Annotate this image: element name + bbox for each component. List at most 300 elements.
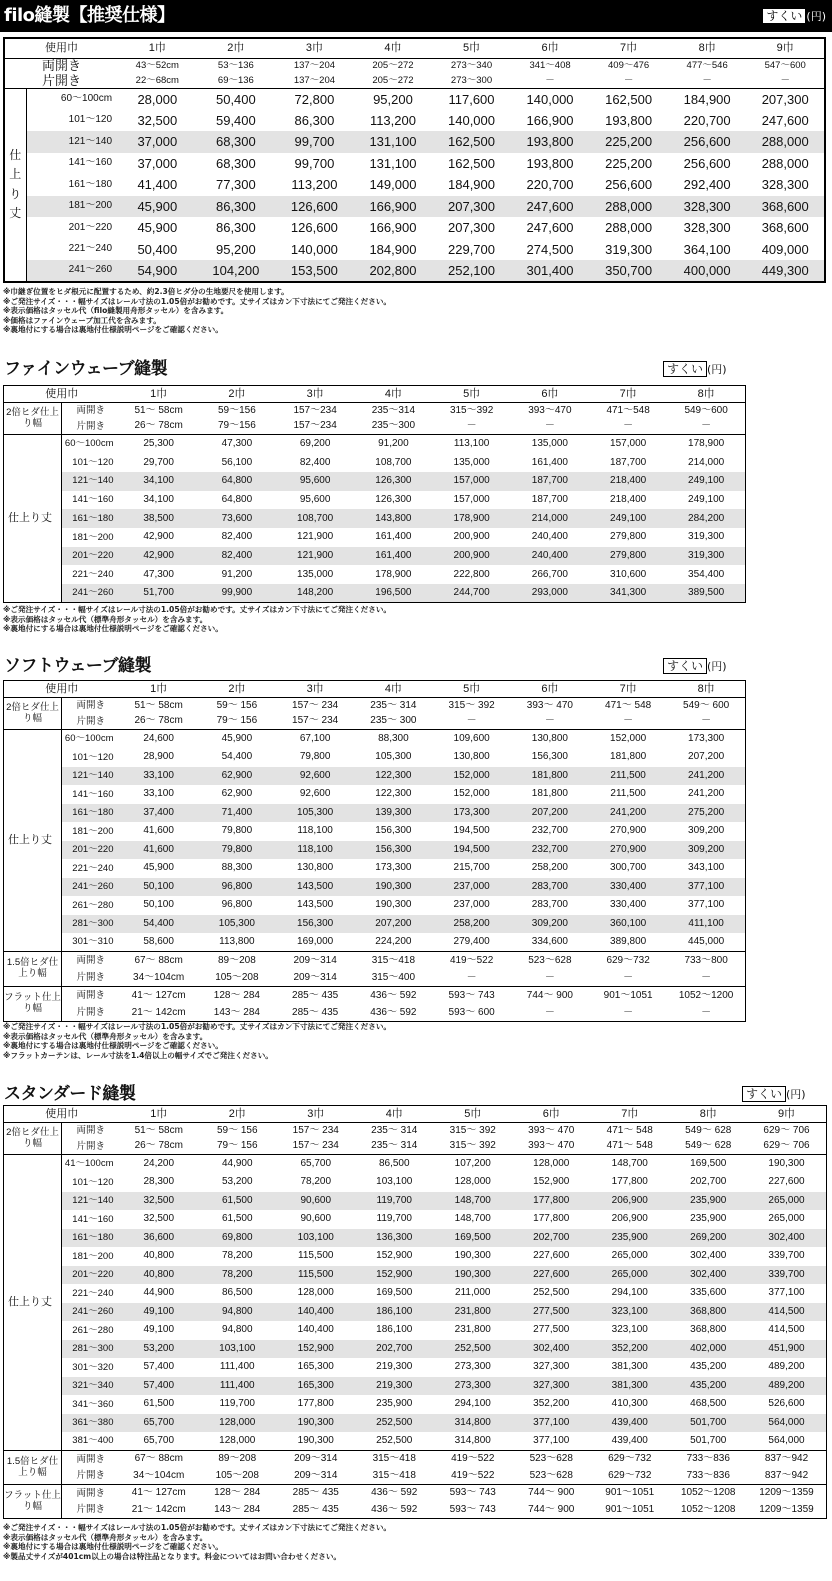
header-row xyxy=(4,386,746,403)
price-cell: 249,100 xyxy=(688,493,725,505)
width-cell: 419～522 xyxy=(434,1451,513,1468)
width-cell: 59～156 xyxy=(198,403,276,419)
price-cell: 400,000 xyxy=(668,260,747,282)
width-label: 片開き xyxy=(76,420,105,432)
width-row xyxy=(4,969,746,987)
note-line: ※表示価格はタッセル代（標準舟形タッセル）を含みます。 xyxy=(3,1031,208,1041)
price-cell: 302,400 xyxy=(748,1229,827,1248)
width-cell: 393～ 470 xyxy=(528,1140,575,1152)
price-cell: 219,300 xyxy=(355,1377,434,1396)
price-cell: 130,800 xyxy=(297,862,334,874)
price-cell: 309,200 xyxy=(667,841,745,860)
width-cell: － xyxy=(545,74,555,86)
col-header: 1巾 xyxy=(150,387,168,400)
width-label: 両開き xyxy=(62,1123,120,1139)
price-cell: 354,400 xyxy=(688,568,725,580)
price-cell: 36,600 xyxy=(120,1229,199,1248)
price-cell: 61,500 xyxy=(221,1213,253,1225)
note-line: ※表示価格はタッセル代（filo縫製用舟形タッセル）を含みます。 xyxy=(3,306,229,315)
price-cell: 247,600 xyxy=(761,112,809,128)
price-cell: 62,900 xyxy=(221,788,253,800)
price-cell: 51,700 xyxy=(120,584,198,603)
price-cell: 247,600 xyxy=(526,220,574,236)
width-group-label: 2倍ヒダ仕上り幅 xyxy=(4,403,62,435)
price-cell: 37,000 xyxy=(137,155,178,171)
width-cell: 593～ 600 xyxy=(448,1006,495,1018)
width-label: 片開き xyxy=(76,971,105,983)
width-cell: 393～ 470 xyxy=(511,698,589,714)
price-cell: 445,000 xyxy=(688,936,725,947)
price-cell: 368,600 xyxy=(746,196,825,218)
price-cell: 288,000 xyxy=(589,196,668,218)
price-cell: 139,300 xyxy=(354,804,432,823)
price-cell: 32,500 xyxy=(137,112,178,128)
price-cell: 118,100 xyxy=(276,841,354,860)
price-cell: 266,700 xyxy=(531,568,568,580)
price-cell: 294,100 xyxy=(611,1287,648,1299)
header-label: 使用巾 xyxy=(45,387,79,400)
price-cell: 288,000 xyxy=(605,220,653,236)
width-cell: 79～ 156 xyxy=(216,715,258,727)
width-label: 両開き xyxy=(62,403,120,419)
price-cell: 283,700 xyxy=(531,899,568,911)
size-label: 161～180 xyxy=(68,178,113,190)
section-header xyxy=(0,652,832,680)
width-cell: 315～418 xyxy=(372,1469,416,1481)
col-header: 3巾 xyxy=(306,387,324,400)
price-cell: 162,500 xyxy=(448,155,495,171)
price-row xyxy=(4,804,746,823)
price-cell: 95,200 xyxy=(215,241,256,257)
height-group-label: 仕上り丈 xyxy=(4,435,62,603)
width-cell: 901～1051 xyxy=(591,1485,670,1502)
size-label: 101～120 xyxy=(68,114,113,126)
notes xyxy=(3,1022,391,1060)
price-cell: 156,300 xyxy=(354,841,432,860)
price-cell: 152,000 xyxy=(589,730,667,749)
price-cell: 414,500 xyxy=(748,1303,827,1322)
price-cell: 258,200 xyxy=(531,862,568,874)
width-cell: 523～628 xyxy=(511,952,589,970)
col-header: 6巾 xyxy=(541,41,559,54)
col-header: 5巾 xyxy=(463,387,481,400)
price-cell: 328,300 xyxy=(668,196,747,218)
price-cell: 283,700 xyxy=(511,878,589,897)
price-row xyxy=(4,933,746,952)
width-cell: － xyxy=(623,971,634,983)
price-cell: 54,900 xyxy=(118,260,197,282)
size-label: 201～220 xyxy=(68,221,113,233)
price-cell: 152,900 xyxy=(376,1250,413,1262)
price-cell: 273,300 xyxy=(434,1377,513,1396)
width-cell: 1209～1359 xyxy=(759,1503,814,1515)
price-cell: 105,300 xyxy=(198,915,276,934)
col-header: 3巾 xyxy=(307,1107,325,1120)
width-cell: － xyxy=(466,715,477,727)
price-cell: 177,800 xyxy=(533,1213,570,1225)
width-cell: 436～ 592 xyxy=(354,987,432,1005)
price-cell: 136,300 xyxy=(355,1229,434,1248)
price-cell: 256,600 xyxy=(605,177,653,193)
price-cell: 47,300 xyxy=(143,568,174,580)
filo-section xyxy=(0,0,832,345)
price-cell: 200,900 xyxy=(453,531,490,543)
width-cell: 205～272 xyxy=(372,74,414,86)
section-title: スタンダード縫製 xyxy=(4,1084,136,1104)
width-cell: 837～942 xyxy=(748,1451,827,1468)
price-row xyxy=(4,153,825,175)
price-cell: 468,500 xyxy=(690,1398,727,1410)
price-cell: 207,300 xyxy=(432,196,511,218)
price-cell: 252,500 xyxy=(376,1435,413,1446)
width-cell: 22～68cm xyxy=(135,74,179,86)
width-cell: 26～ 78cm xyxy=(134,715,183,727)
filo-header xyxy=(0,0,832,32)
price-cell: 227,600 xyxy=(533,1250,570,1262)
price-cell: 148,700 xyxy=(454,1213,491,1225)
price-cell: 232,700 xyxy=(531,825,568,837)
price-cell: 265,000 xyxy=(611,1250,648,1262)
width-cell: 471～ 548 xyxy=(589,698,667,714)
price-cell: 64,800 xyxy=(198,472,276,491)
price-cell: 526,600 xyxy=(768,1398,805,1410)
price-cell: 49,100 xyxy=(120,1303,199,1322)
price-cell: 177,800 xyxy=(512,1192,591,1211)
price-cell: 214,000 xyxy=(688,456,725,468)
price-cell: 86,300 xyxy=(197,196,276,218)
price-cell: 381,300 xyxy=(591,1377,670,1396)
notes xyxy=(3,605,391,634)
price-cell: 88,300 xyxy=(354,730,432,749)
width-cell: － xyxy=(701,420,712,432)
col-header: 2巾 xyxy=(228,1107,246,1120)
width-cell: 59～ 156 xyxy=(198,698,276,714)
price-cell: 33,100 xyxy=(143,788,174,800)
sukui-label: すくい (円) xyxy=(663,360,727,377)
col-header: 6巾 xyxy=(542,1107,560,1120)
price-cell: 121,900 xyxy=(297,531,334,543)
width-cell: 315～ 392 xyxy=(434,1123,513,1139)
price-cell: 126,600 xyxy=(275,196,354,218)
sukui-label: すくい (円) xyxy=(762,7,826,24)
note-line: ※裏地付にする場合は裏地付仕様説明ページをご確認ください。 xyxy=(3,325,223,334)
price-cell: 130,800 xyxy=(453,751,490,763)
price-cell: 265,000 xyxy=(591,1266,670,1285)
width-cell: 21～ 142cm xyxy=(131,1503,186,1515)
width-cell: 315～ 392 xyxy=(449,1140,496,1152)
width-row xyxy=(4,1502,827,1519)
notes xyxy=(3,287,391,335)
price-cell: 184,900 xyxy=(448,177,495,193)
price-cell: 330,400 xyxy=(589,878,667,897)
price-cell: 177,800 xyxy=(297,1398,334,1410)
price-cell: 153,500 xyxy=(275,260,354,282)
height-group-label: 仕上り丈 xyxy=(4,730,62,952)
price-cell: 161,400 xyxy=(531,456,568,468)
price-cell: 72,800 xyxy=(275,88,354,110)
price-cell: 300,700 xyxy=(610,862,647,874)
section-header xyxy=(0,355,832,383)
price-cell: 50,400 xyxy=(197,88,276,110)
price-cell: 115,500 xyxy=(298,1250,334,1262)
width-cell: － xyxy=(623,715,634,727)
width-cell: － xyxy=(544,715,555,727)
price-cell: 178,900 xyxy=(375,568,412,580)
price-cell: 235,900 xyxy=(690,1213,727,1225)
width-label: 両開き xyxy=(4,58,118,73)
size-label: 141～160 xyxy=(68,157,113,169)
price-cell: 178,900 xyxy=(433,509,511,528)
price-row xyxy=(4,547,746,566)
price-cell: 277,500 xyxy=(512,1303,591,1322)
width-cell: 733～836 xyxy=(669,1451,748,1468)
price-cell: 42,900 xyxy=(120,547,198,566)
price-cell: 279,800 xyxy=(589,547,667,566)
size-label: 261～280 xyxy=(72,1324,114,1336)
note-line: ※価格はファインウェーブ加工代を含みます。 xyxy=(3,315,161,325)
price-cell: 32,500 xyxy=(143,1213,175,1225)
price-cell: 252,500 xyxy=(355,1414,434,1433)
width-cell: 285～ 435 xyxy=(277,1485,356,1502)
price-cell: 57,400 xyxy=(143,1361,175,1373)
width-cell: 209～314 xyxy=(277,1451,356,1468)
width-cell: 549～ 628 xyxy=(685,1140,732,1152)
price-row xyxy=(4,878,746,897)
price-cell: 88,300 xyxy=(221,862,253,874)
price-cell: 489,200 xyxy=(768,1361,805,1373)
note-line: ※ご発注サイズ・・・幅サイズはレール寸法の1.05倍がお勧めです。丈サイズはカン下寸法にてご発注ください。 xyxy=(3,296,392,306)
price-cell: 122,300 xyxy=(375,788,412,800)
price-cell: 177,800 xyxy=(611,1176,648,1188)
section-title: ファインウェーブ縫製 xyxy=(4,359,168,379)
width-cell: 235～300 xyxy=(371,420,416,432)
width-row xyxy=(4,987,746,1005)
col-header: 4巾 xyxy=(384,387,402,400)
price-cell: 105,300 xyxy=(375,751,412,763)
price-cell: 169,000 xyxy=(297,936,334,947)
price-cell: 501,700 xyxy=(690,1435,727,1446)
price-cell: 328,300 xyxy=(761,177,809,193)
price-cell: 249,100 xyxy=(667,472,745,491)
price-cell: 111,400 xyxy=(219,1361,255,1373)
price-cell: 377,100 xyxy=(512,1414,591,1433)
sukui-label: すくい (円) xyxy=(663,657,727,674)
height-group-label: 仕上り丈 xyxy=(4,1155,62,1451)
size-label: 60～100cm xyxy=(26,88,118,110)
size-label: 241～260 xyxy=(62,878,120,897)
price-cell: 53,200 xyxy=(120,1340,199,1359)
width-group-label: 2倍ヒダ仕上り幅 xyxy=(4,1123,62,1155)
width-cell: 209～314 xyxy=(294,1469,338,1481)
price-row xyxy=(4,841,746,860)
price-cell: 148,200 xyxy=(276,584,354,603)
price-cell: 140,000 xyxy=(511,88,590,110)
note-line: ※表示価格はタッセル代（標準舟形タッセル）を含みます。 xyxy=(3,614,208,624)
col-header: 7巾 xyxy=(619,387,637,400)
price-cell: 339,700 xyxy=(748,1266,827,1285)
price-cell: 45,900 xyxy=(118,196,197,218)
price-row xyxy=(4,1303,827,1322)
price-cell: 58,600 xyxy=(143,936,174,947)
price-row xyxy=(4,1432,827,1451)
width-cell: 143～ 284 xyxy=(214,1503,261,1515)
width-cell: 837～942 xyxy=(764,1469,809,1481)
price-row xyxy=(4,1247,827,1266)
price-cell: 128,000 xyxy=(512,1155,591,1174)
price-cell: 37,400 xyxy=(120,804,198,823)
price-cell: 181,800 xyxy=(511,767,589,786)
width-cell: 901～1051 xyxy=(589,987,667,1005)
price-cell: 131,100 xyxy=(369,155,417,171)
price-cell: 319,300 xyxy=(688,531,725,543)
width-cell: 51～ 58cm xyxy=(120,698,198,714)
width-cell: 34～104cm xyxy=(133,971,185,983)
price-cell: 169,500 xyxy=(669,1155,748,1174)
price-cell: 24,600 xyxy=(120,730,198,749)
price-cell: 108,700 xyxy=(375,456,412,468)
width-cell: 471～548 xyxy=(589,403,667,419)
price-cell: 165,300 xyxy=(277,1377,356,1396)
price-cell: 140,000 xyxy=(448,112,495,128)
price-cell: 187,700 xyxy=(511,472,589,491)
standard-section xyxy=(0,1080,832,1581)
width-cell: 235～ 314 xyxy=(354,698,432,714)
price-cell: 135,000 xyxy=(297,568,334,580)
price-cell: 284,200 xyxy=(667,509,745,528)
price-cell: 33,100 xyxy=(120,767,198,786)
col-header: 9巾 xyxy=(777,1107,796,1120)
width-cell: 59～ 156 xyxy=(198,1123,277,1139)
section-header xyxy=(0,1080,832,1108)
width-label: 片開き xyxy=(42,73,82,88)
size-label: 101～120 xyxy=(72,1176,114,1188)
price-cell: 38,500 xyxy=(120,509,198,528)
price-cell: 50,100 xyxy=(120,878,198,897)
width-cell: 744～ 900 xyxy=(528,1503,575,1515)
size-label: 141～160 xyxy=(72,494,114,506)
price-cell: 69,800 xyxy=(198,1229,277,1248)
price-row xyxy=(4,730,746,749)
price-cell: 309,200 xyxy=(688,825,725,837)
price-cell: 67,100 xyxy=(276,730,354,749)
price-cell: 339,700 xyxy=(768,1250,805,1262)
width-label: 両開き xyxy=(62,1451,120,1468)
width-cell: 157～234 xyxy=(276,403,354,419)
width-cell: 137～204 xyxy=(275,58,354,73)
price-cell: 65,700 xyxy=(120,1414,199,1433)
price-cell: 241,200 xyxy=(667,767,745,786)
col-header: 8巾 xyxy=(697,387,715,400)
width-cell: － xyxy=(623,1006,634,1018)
price-cell: 86,500 xyxy=(355,1155,434,1174)
price-cell: 82,400 xyxy=(198,547,276,566)
width-cell: 549～600 xyxy=(667,403,745,419)
width-cell: 629～732 xyxy=(608,1469,652,1481)
width-cell: － xyxy=(780,74,790,86)
width-cell: － xyxy=(544,420,555,432)
width-row xyxy=(4,1123,827,1139)
price-cell: 451,900 xyxy=(748,1340,827,1359)
price-cell: 240,400 xyxy=(511,547,589,566)
price-cell: 108,700 xyxy=(276,509,354,528)
width-cell: 273～300 xyxy=(450,74,493,86)
width-cell: － xyxy=(544,971,555,983)
price-cell: 86,500 xyxy=(221,1287,253,1299)
width-cell: 105～208 xyxy=(215,1469,259,1481)
price-cell: 28,300 xyxy=(143,1176,175,1188)
size-label: 121～140 xyxy=(26,131,118,153)
width-cell: 409～476 xyxy=(589,58,668,73)
price-cell: 54,400 xyxy=(120,915,198,934)
price-cell: 95,600 xyxy=(276,472,354,491)
price-cell: 202,700 xyxy=(355,1340,434,1359)
note-line: ※裏地付にする場合は裏地付仕様説明ページをご確認ください。 xyxy=(3,1542,223,1551)
width-label: 両開き xyxy=(62,952,120,970)
width-cell: 209～314 xyxy=(276,952,354,970)
price-cell: 162,500 xyxy=(432,131,511,153)
width-cell: 315～392 xyxy=(433,403,511,419)
price-cell: 410,300 xyxy=(611,1398,648,1410)
price-cell: 126,300 xyxy=(354,472,432,491)
width-label: 両開き xyxy=(62,987,120,1005)
price-cell: 381,300 xyxy=(611,1361,648,1373)
price-cell: 489,200 xyxy=(748,1377,827,1396)
price-cell: 302,400 xyxy=(669,1266,748,1285)
width-cell: 315～418 xyxy=(354,952,432,970)
price-row xyxy=(4,88,825,110)
price-cell: 302,400 xyxy=(512,1340,591,1359)
price-cell: 265,000 xyxy=(748,1192,827,1211)
price-cell: 227,600 xyxy=(512,1266,591,1285)
width-cell: 235～314 xyxy=(354,403,432,419)
price-row xyxy=(4,509,746,528)
col-header: 3巾 xyxy=(305,41,323,54)
price-cell: 220,700 xyxy=(683,112,731,128)
col-header: 8巾 xyxy=(698,41,716,54)
price-cell: 377,100 xyxy=(667,878,745,897)
width-row xyxy=(4,1485,827,1502)
price-cell: 211,000 xyxy=(455,1287,491,1299)
width-label: 両開き xyxy=(62,1485,120,1502)
price-cell: 368,800 xyxy=(669,1303,748,1322)
price-cell: 25,300 xyxy=(120,435,198,454)
price-cell: 79,800 xyxy=(299,751,331,763)
price-cell: 99,700 xyxy=(275,131,354,153)
price-cell: 240,400 xyxy=(531,531,568,543)
price-cell: 389,500 xyxy=(667,584,745,603)
price-cell: 68,300 xyxy=(197,131,276,153)
price-cell: 232,700 xyxy=(511,841,589,860)
price-row xyxy=(4,748,746,767)
width-cell: 89～208 xyxy=(198,952,276,970)
col-header: 2巾 xyxy=(228,387,246,400)
price-cell: 54,400 xyxy=(221,751,253,763)
price-cell: 152,900 xyxy=(277,1340,356,1359)
price-table xyxy=(3,1105,827,1519)
price-cell: 187,700 xyxy=(610,456,647,468)
price-cell: 218,400 xyxy=(610,493,647,505)
price-cell: 71,400 xyxy=(198,804,276,823)
price-row xyxy=(4,131,825,153)
price-cell: 215,700 xyxy=(453,862,490,874)
price-cell: 103,100 xyxy=(277,1229,356,1248)
price-cell: 265,000 xyxy=(768,1213,805,1225)
price-row xyxy=(4,453,746,472)
price-cell: 169,500 xyxy=(376,1287,413,1299)
width-group-label: フラット仕上り幅 xyxy=(4,1485,62,1519)
width-cell: － xyxy=(702,74,712,86)
price-row xyxy=(4,217,825,239)
